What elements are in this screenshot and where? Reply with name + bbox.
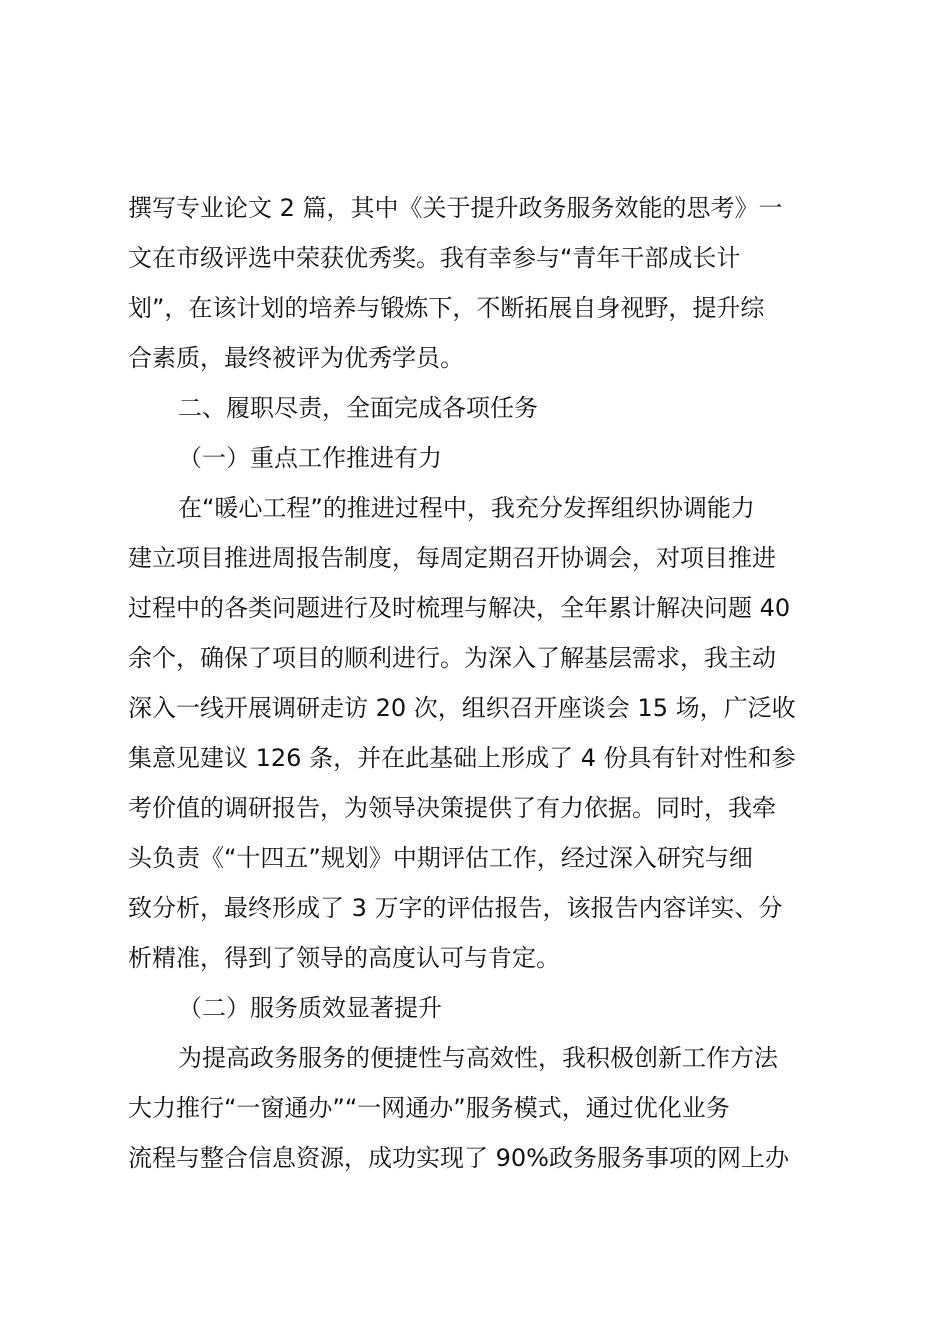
paragraph-line: 考价值的调研报告，为领导决策提供了有力依据。同时，我牵 xyxy=(128,794,776,822)
paragraph-line: 撰写专业论文 2 篇，其中《关于提升政务服务效能的思考》一 xyxy=(128,194,783,222)
paragraph-line: 流程与整合信息资源，成功实现了 90%政务服务事项的网上办 xyxy=(128,1144,789,1172)
paragraph-line: 致分析，最终形成了 3 万字的评估报告，该报告内容详实、分 xyxy=(128,894,783,922)
paragraph-line: 析精准，得到了领导的高度认可与肯定。 xyxy=(128,944,560,972)
paragraph-line: 头负责《“十四五”规划》中期评估工作，经过深入研究与细 xyxy=(128,844,753,872)
paragraph-line: 深入一线开展调研走访 20 次，组织召开座谈会 15 场，广泛收 xyxy=(128,694,796,722)
paragraph-line: 建立项目推进周报告制度，每周定期召开协调会，对项目推进 xyxy=(128,544,776,572)
document-body xyxy=(128,183,838,1183)
paragraph-line: 文在市级评选中荣获优秀奖。我有幸参与“青年干部成长计 xyxy=(128,244,741,272)
subsection-heading: （一）重点工作推进有力 xyxy=(178,444,442,472)
subsection-heading: （二）服务质效显著提升 xyxy=(178,994,442,1022)
paragraph-line: 划”，在该计划的培养与锻炼下，不断拓展自身视野，提升综 xyxy=(128,294,765,322)
paragraph-line: 合素质，最终被评为优秀学员。 xyxy=(128,344,464,372)
paragraph-line: 为提高政务服务的便捷性与高效性，我积极创新工作方法 xyxy=(178,1044,778,1072)
paragraph-line: 集意见建议 126 条，并在此基础上形成了 4 份具有针对性和参 xyxy=(128,744,796,772)
paragraph-line: 大力推行“一窗通办”“一网通办”服务模式，通过优化业务 xyxy=(128,1094,730,1122)
paragraph-line: 余个，确保了项目的顺利进行。为深入了解基层需求，我主动 xyxy=(128,644,776,672)
section-heading: 二、履职尽责，全面完成各项任务 xyxy=(178,394,538,422)
paragraph-line: 过程中的各类问题进行及时梳理与解决，全年累计解决问题 40 xyxy=(128,594,791,622)
paragraph-line: 在“暖心工程”的推进过程中，我充分发挥组织协调能力 xyxy=(178,494,755,522)
